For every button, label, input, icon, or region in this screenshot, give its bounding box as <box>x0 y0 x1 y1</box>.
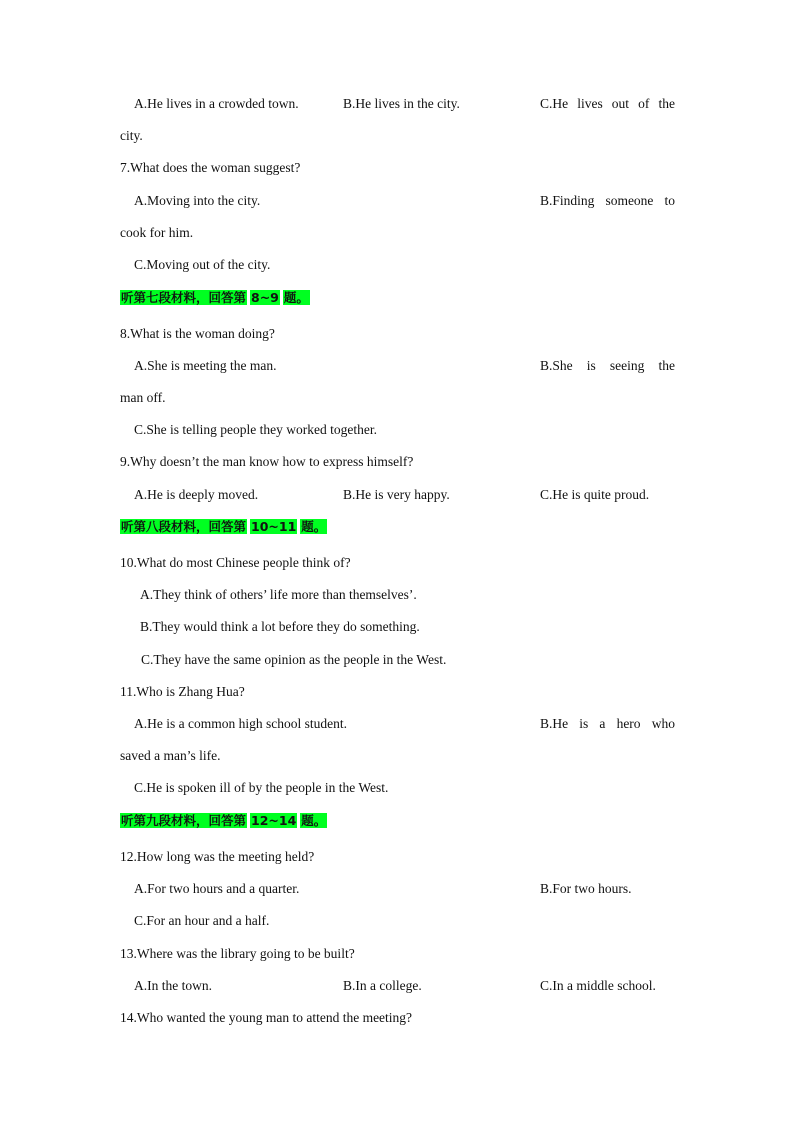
q6-option-c-word: the <box>658 96 675 111</box>
q6-option-c <box>540 94 675 114</box>
q13-option-b: B.In a college. <box>343 978 422 993</box>
q8-option-b-word: B.She <box>540 358 573 373</box>
q6-option-a: A.He lives in a crowded town. <box>134 96 299 111</box>
q6-option-b: B.He lives in the city. <box>343 96 460 111</box>
q8-question: 8.What is the woman doing? <box>120 326 275 341</box>
q11-option-b-continued: saved a man’s life. <box>120 748 221 763</box>
q11-option-c-row <box>120 778 675 798</box>
q6-option-c-word: out <box>611 96 630 111</box>
q12-question: 12.How long was the meeting held? <box>120 849 315 864</box>
q9-option-b: B.He is very happy. <box>343 487 450 502</box>
q8-option-a: A.She is meeting the man. <box>134 358 277 373</box>
q8-option-b-continued: man off. <box>120 390 166 405</box>
q9-options-row <box>120 485 675 505</box>
q7-option-b-word: B.Finding <box>540 193 595 208</box>
section-8-heading <box>120 517 327 537</box>
q10-option-c-row <box>120 650 675 670</box>
section-9-heading-range: 12~14 <box>251 813 297 828</box>
q11-option-b-word: is <box>579 716 589 731</box>
section-9-heading-suffix: 题。 <box>301 813 327 828</box>
section-7-heading <box>120 288 310 308</box>
q8-option-b <box>540 356 675 376</box>
q9-question: 9.Why doesn’t the man know how to express himself? <box>120 454 414 469</box>
q9-option-c: C.He is quite proud. <box>540 487 650 502</box>
q11-option-b-word: a <box>599 716 606 731</box>
q7-option-a: A.Moving into the city. <box>134 193 261 208</box>
section-8-heading-suffix: 题。 <box>301 519 327 534</box>
q12-option-a: A.For two hours and a quarter. <box>134 881 300 896</box>
q13-options-row <box>120 976 675 996</box>
q13-option-a: A.In the town. <box>134 978 212 993</box>
q6-option-c-continued: city. <box>120 128 143 143</box>
section-9-heading <box>120 811 327 831</box>
q14-question: 14.Who wanted the young man to attend the meeting? <box>120 1010 413 1025</box>
q6-option-c-word: C.He <box>540 96 569 111</box>
q13-option-c: C.In a middle school. <box>540 978 656 993</box>
q7-option-b-word: someone <box>605 193 654 208</box>
q6-option-c-word: lives <box>577 96 603 111</box>
section-7-heading-range: 8~9 <box>251 290 279 305</box>
q11-question: 11.Who is Zhang Hua? <box>120 684 245 699</box>
section-8-heading-text: 听第八段材料，回答第 <box>121 519 247 534</box>
q10-question: 10.What do most Chinese people think of? <box>120 555 351 570</box>
q9-option-a: A.He is deeply moved. <box>134 487 259 502</box>
q11-option-b-word: hero <box>616 716 641 731</box>
q7-question: 7.What does the woman suggest? <box>120 160 301 175</box>
q10-option-a: A.They think of others’ life more than themselves’. <box>140 587 417 602</box>
q11-option-b-word: B.He <box>540 716 569 731</box>
q12-options-row <box>120 879 675 899</box>
section-8-heading-range: 10~11 <box>251 519 297 534</box>
q11-option-b <box>540 714 675 734</box>
q7-option-c-row <box>120 255 675 275</box>
section-7-heading-suffix: 题。 <box>283 290 309 305</box>
q13-question: 13.Where was the library going to be built? <box>120 946 355 961</box>
q7-options-row <box>120 191 675 211</box>
q6-options-row <box>120 94 675 114</box>
q7-option-c: C.Moving out of the city. <box>134 257 271 272</box>
q12-option-b: B.For two hours. <box>540 881 632 896</box>
q11-option-a: A.He is a common high school student. <box>134 716 347 731</box>
q10-option-b: B.They would think a lot before they do something. <box>140 619 420 634</box>
q11-option-b-word: who <box>651 716 675 731</box>
q8-option-c: C.She is telling people they worked together. <box>134 422 377 437</box>
q8-option-b-word: the <box>658 358 675 373</box>
q11-option-c: C.He is spoken ill of by the people in the West. <box>134 780 389 795</box>
q10-option-b-row <box>120 617 675 637</box>
section-9-heading-text: 听第九段材料，回答第 <box>121 813 247 828</box>
q7-option-b-word: to <box>664 193 675 208</box>
q8-option-b-word: is <box>586 358 596 373</box>
q7-option-b-continued: cook for him. <box>120 225 194 240</box>
q7-option-b <box>540 191 675 211</box>
q10-option-c: C.They have the same opinion as the people in the West. <box>141 652 447 667</box>
q12-option-c: C.For an hour and a half. <box>134 913 270 928</box>
q12-option-c-row <box>120 911 675 931</box>
q8-option-b-word: seeing <box>609 358 645 373</box>
q11-options-row <box>120 714 675 734</box>
q8-options-row <box>120 356 675 376</box>
q8-option-c-row <box>120 420 675 440</box>
section-7-heading-text: 听第七段材料，回答第 <box>121 290 247 305</box>
q6-option-c-word: of <box>638 96 650 111</box>
q10-option-a-row <box>120 585 675 605</box>
